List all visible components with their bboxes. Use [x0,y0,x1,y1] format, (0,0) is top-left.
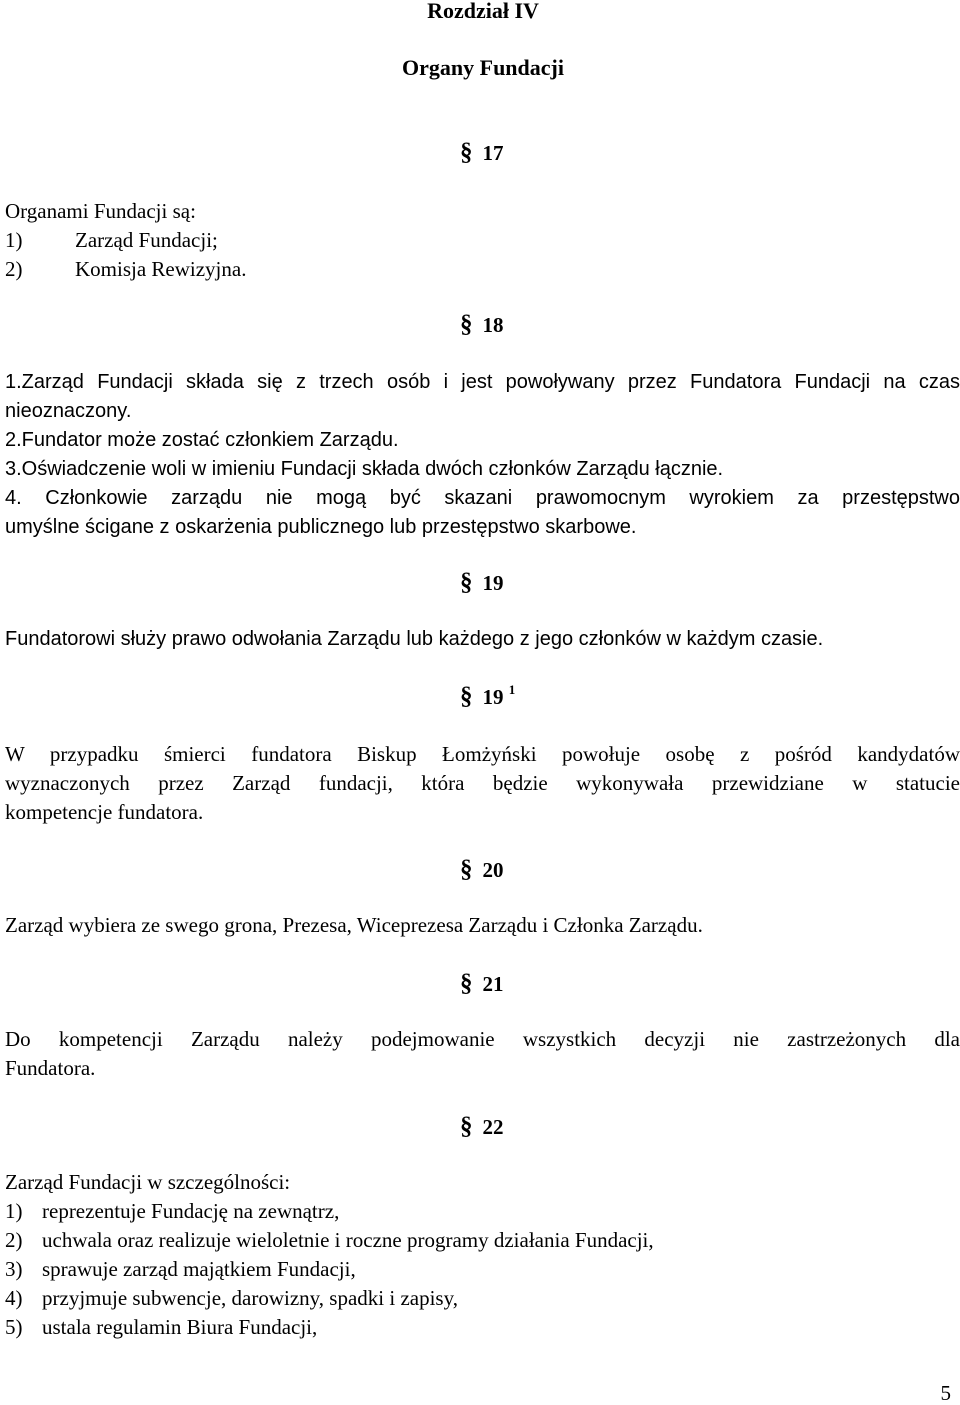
section-19-body [5,625,960,654]
section-superscript: 1 [508,682,516,697]
list-item: 2) Komisja Rewizyjna. [5,257,247,281]
section-18-heading [460,310,504,340]
section-number: 21 [482,972,504,996]
section-number: 22 [482,1115,504,1139]
section-17-intro: Organami Fundacji są: [5,199,196,223]
chapter-subtitle: Organy Fundacji [402,55,564,80]
section-19-text: Fundatorowi służy prawo odwołania Zarządu lub każdego z jego członków w każdym czasie. [5,628,824,650]
section-22-body [5,1168,960,1342]
section-17-list [5,226,960,284]
list-item: 2) uchwala oraz realizuje wieloletnie i roczne programy działania Fundacji, [5,1228,654,1252]
section-18-p4-line2: umyślne ścigane z oskarżenia publicznego lub przestępstwo skarbowe. [5,516,637,538]
list-item: 1) Zarząd Fundacji; [5,228,218,252]
section-19-1-line2: wyznaczonych przez Zarząd fundacji, która będzie wykonywała przewidziane w statucie [5,771,960,795]
section-number: 17 [482,141,504,165]
section-22-list [5,1197,960,1342]
section-19-1-heading [460,682,515,712]
chapter-title: Rozdział IV [427,0,539,23]
section-21-line2: Fundatora. [5,1056,96,1080]
section-mark: § [460,970,473,997]
section-19-heading [460,568,504,598]
section-mark: § [460,1113,473,1140]
list-item: 3) sprawuje zarząd majątkiem Fundacji, [5,1257,356,1281]
section-21-body [5,1025,960,1083]
section-18-p1-line1: 1.Zarząd Fundacji składa się z trzech osób i jest powoływany przez Fundatora Fundacji na czas [5,371,960,393]
section-19-1-line3: kompetencje fundatora. [5,800,204,824]
section-mark: § [460,569,473,596]
section-20-heading [460,855,504,885]
section-17-heading [460,138,504,168]
section-20-text: Zarząd wybiera ze swego grona, Prezesa, Wiceprezesa Zarządu i Członka Zarządu. [5,913,703,937]
page-number: 5 [940,1381,951,1405]
section-19-1-line1: W przypadku śmierci fundatora Biskup Łomżyński powołuje osobę z pośród kandydatów [5,742,960,766]
list-item: 4) przyjmuje subwencje, darowizny, spadki i zapisy, [5,1286,458,1310]
section-number: 20 [482,858,504,882]
section-18-p2: 2.Fundator może zostać członkiem Zarządu. [5,429,399,451]
section-18-body [5,368,960,542]
section-18-p1-line2: nieoznaczony. [5,400,132,422]
section-18-p3: 3.Oświadczenie woli w imieniu Fundacji składa dwóch członków Zarządu łącznie. [5,458,724,480]
section-22-intro: Zarząd Fundacji w szczególności: [5,1170,291,1194]
section-mark: § [460,856,473,883]
list-item: 5) ustala regulamin Biura Fundacji, [5,1315,318,1339]
section-number: 18 [482,313,504,337]
section-mark: § [460,683,473,710]
section-18-p4-line1: 4. Członkowie zarządu nie mogą być skazani prawomocnym wyrokiem za przestępstwo [5,487,960,509]
section-17-body [5,197,960,284]
section-21-line1: Do kompetencji Zarządu należy podejmowanie wszystkich decyzji nie zastrzeżonych dla [5,1027,960,1051]
section-mark: § [460,311,473,338]
section-number: 19 [482,685,504,709]
section-21-heading [460,969,504,999]
section-number: 19 [482,571,504,595]
section-mark: § [460,139,473,166]
section-19-1-body [5,740,960,827]
section-22-heading [460,1112,504,1142]
section-20-body [5,911,960,940]
list-item: 1) reprezentuje Fundację na zewnątrz, [5,1199,340,1223]
